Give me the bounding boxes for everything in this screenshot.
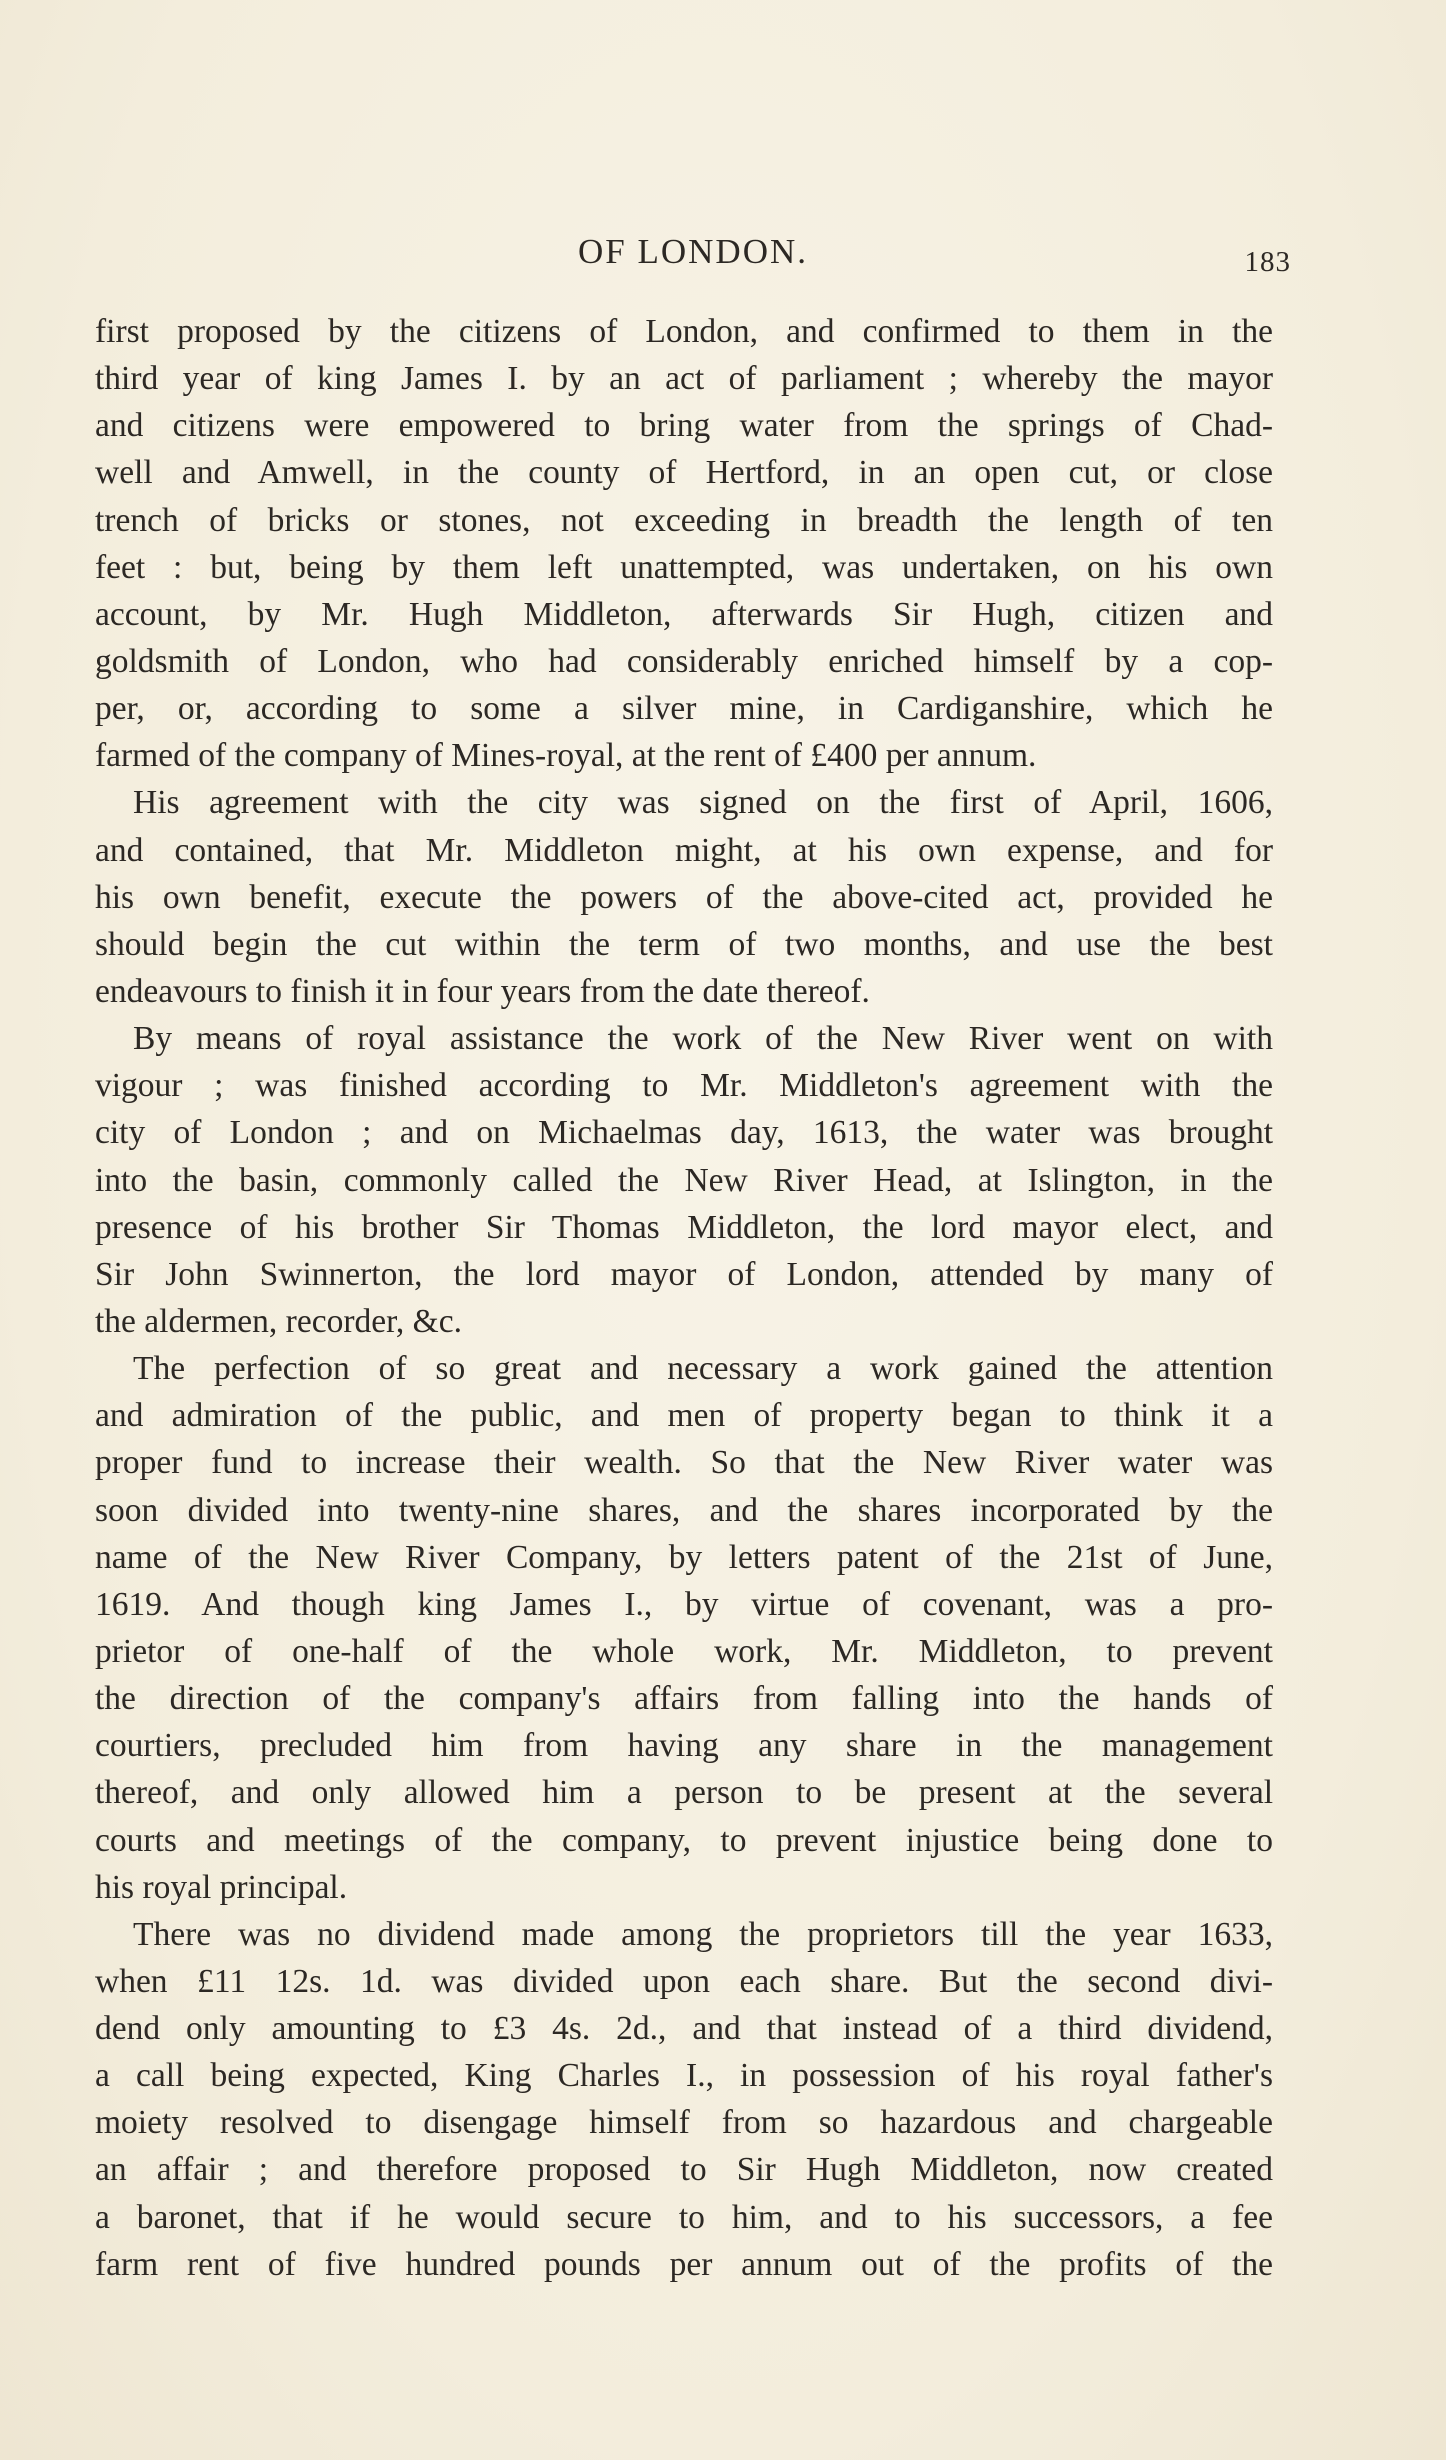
paragraph (95, 1015, 1273, 1345)
running-title: OF LONDON. (578, 232, 808, 271)
text-line: feet : but, being by them left unattempted, was undertaken, on his own (95, 548, 1273, 586)
text-line: third year of king James I. by an act of parliament ; whereby the mayor (95, 360, 1273, 398)
text-line: proper fund to increase their wealth. So that the New River water was (95, 1444, 1273, 1482)
page-number: 183 (1244, 246, 1291, 278)
text-line: farmed of the company of Mines-royal, at the rent of £400 per annum. (95, 737, 1037, 775)
text-line: soon divided into twenty-nine shares, and the shares incorporated by the (95, 1491, 1273, 1529)
text-line: By means of royal assistance the work of the New River went on with (133, 1020, 1273, 1058)
running-header (95, 232, 1291, 282)
text-line: his own benefit, execute the powers of the above-cited act, provided he (95, 878, 1273, 916)
text-line: There was no dividend made among the proprietors till the year 1633, (133, 1915, 1273, 1953)
text-line: his royal principal. (95, 1868, 348, 1906)
text-line: city of London ; and on Michaelmas day, 1613, the water was brought (95, 1114, 1273, 1152)
text-line: the direction of the company's affairs from falling into the hands of (95, 1680, 1273, 1718)
text-line: prietor of one-half of the whole work, Mr. Middleton, to prevent (95, 1632, 1273, 1670)
text-line: farm rent of five hundred pounds per annum out of the profits of the (95, 2245, 1273, 2283)
text-line: a call being expected, King Charles I., in possession of his royal father's (95, 2057, 1273, 2095)
text-line: when £11 12s. 1d. was divided upon each share. But the second divi- (95, 1962, 1273, 2000)
text-line: per, or, according to some a silver mine, in Cardiganshire, which he (95, 690, 1273, 728)
paragraph (95, 1345, 1273, 1911)
text-line: well and Amwell, in the county of Hertford, in an open cut, or close (95, 454, 1273, 492)
text-line: courtiers, precluded him from having any share in the management (95, 1727, 1273, 1765)
text-line: His agreement with the city was signed on the first of April, 1606, (133, 784, 1273, 822)
text-line: moiety resolved to disengage himself from so hazardous and chargeable (95, 2104, 1273, 2142)
text-line: courts and meetings of the company, to prevent injustice being done to (95, 1821, 1273, 1859)
text-line: The perfection of so great and necessary a work gained the attention (133, 1350, 1273, 1388)
text-line: and citizens were empowered to bring water from the springs of Chad- (95, 407, 1273, 445)
text-line: dend only amounting to £3 4s. 2d., and that instead of a third dividend, (95, 2010, 1273, 2048)
body-text (95, 308, 1273, 2288)
text-line: the aldermen, recorder, &c. (95, 1302, 462, 1340)
paragraph (95, 779, 1273, 1015)
text-line: thereof, and only allowed him a person to be present at the several (95, 1774, 1273, 1812)
text-line: an affair ; and therefore proposed to Sir Hugh Middleton, now created (95, 2151, 1273, 2189)
text-line: into the basin, commonly called the New River Head, at Islington, in the (95, 1161, 1273, 1199)
text-line: account, by Mr. Hugh Middleton, afterwards Sir Hugh, citizen and (95, 595, 1273, 633)
paragraph (95, 1911, 1273, 2288)
text-line: a baronet, that if he would secure to him, and to his successors, a fee (95, 2198, 1273, 2236)
text-line: 1619. And though king James I., by virtue of covenant, was a pro- (95, 1585, 1273, 1623)
text-line: and admiration of the public, and men of property began to think it a (95, 1397, 1273, 1435)
text-line: name of the New River Company, by letters patent of the 21st of June, (95, 1538, 1273, 1576)
text-line: Sir John Swinnerton, the lord mayor of London, attended by many of (95, 1255, 1273, 1293)
text-line: endeavours to finish it in four years from the date thereof. (95, 972, 870, 1010)
text-line: should begin the cut within the term of two months, and use the best (95, 925, 1273, 963)
text-line: first proposed by the citizens of London, and confirmed to them in the (95, 313, 1273, 350)
paragraph (95, 308, 1273, 779)
text-line: presence of his brother Sir Thomas Middleton, the lord mayor elect, and (95, 1208, 1273, 1246)
text-line: vigour ; was finished according to Mr. Middleton's agreement with the (95, 1067, 1273, 1105)
text-line: and contained, that Mr. Middleton might, at his own expense, and for (95, 831, 1273, 869)
text-line: goldsmith of London, who had considerably enriched himself by a cop- (95, 642, 1273, 680)
text-line: trench of bricks or stones, not exceeding in breadth the length of ten (95, 501, 1273, 539)
